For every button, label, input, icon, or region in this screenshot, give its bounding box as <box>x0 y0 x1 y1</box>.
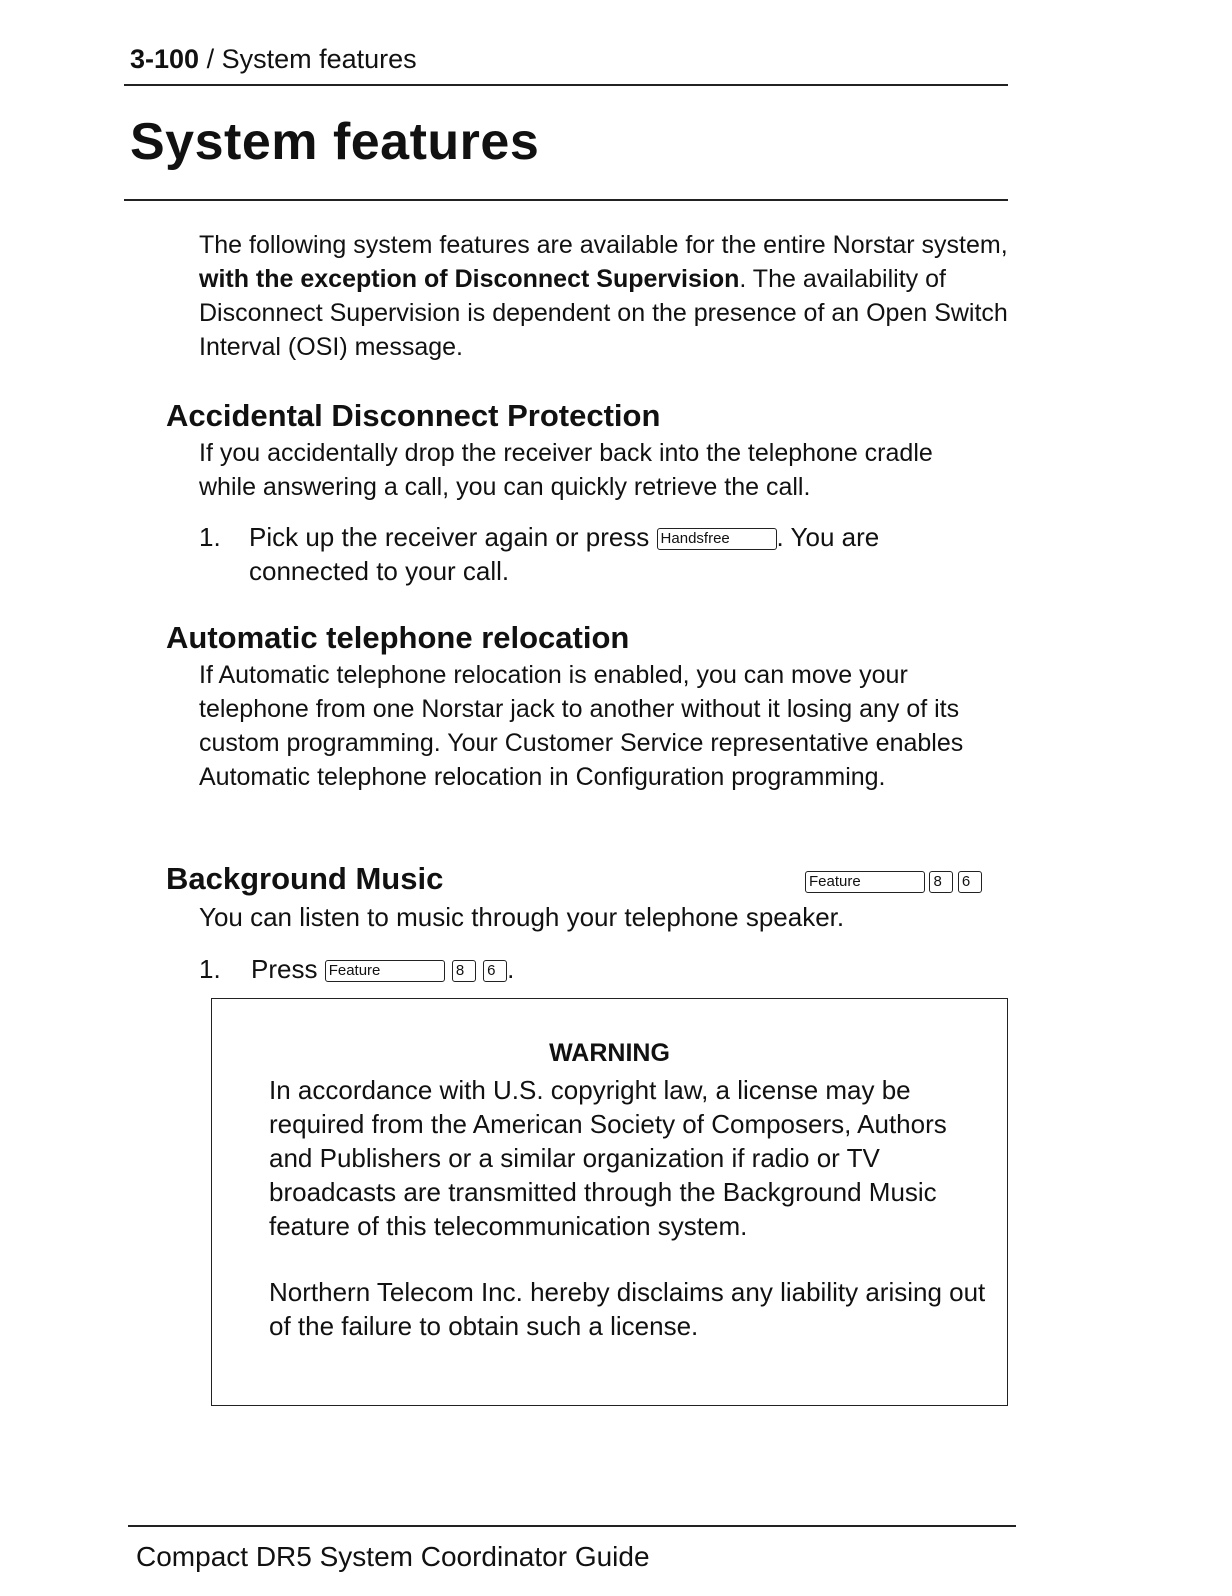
step-text: Press <box>251 954 325 984</box>
footer-text: Compact DR5 System Coordinator Guide <box>136 1541 650 1572</box>
automatic-relocation-body: If Automatic telephone relocation is enabled, you can move your telephone from one Norstar jack to another without it losing any of its custom programming. Your Customer Service representative enables Automatic telephone relocation in Configuration programming. <box>199 661 964 791</box>
accidental-disconnect-step <box>199 520 959 588</box>
background-music-step <box>199 952 959 986</box>
key-6: 6 <box>483 960 507 982</box>
heading-accidental-disconnect: Accidental Disconnect Protection <box>166 398 661 433</box>
page-title: System features <box>130 113 540 171</box>
intro-text: The following system features are available for the entire Norstar system, <box>199 231 1008 259</box>
warning-paragraph-2: Northern Telecom Inc. hereby disclaims any liability arising out of the failure to obtain such a license. <box>269 1277 986 1341</box>
step-text-end: . <box>507 954 515 984</box>
intro-text-end: . The availability of Disconnect Supervision is dependent on the presence of an Open Switch Interval (OSI) message. <box>199 265 1008 361</box>
key-8: 8 <box>452 960 476 982</box>
key-6: 6 <box>958 871 982 893</box>
footer-rule <box>128 1525 1016 1527</box>
warning-text <box>269 1073 989 1343</box>
warning-title: WARNING <box>549 1039 670 1067</box>
step-text-end: . You are connected to your call. <box>249 522 880 586</box>
step-text: Pick up the receiver again or press <box>249 522 657 552</box>
feature-key: Feature <box>325 960 445 982</box>
step-number: 1. <box>199 522 221 552</box>
heading-background-music: Background Music <box>166 861 444 896</box>
running-header-section: / System features <box>199 44 417 74</box>
intro-bold-text: with the exception of Disconnect Supervision <box>199 265 740 293</box>
header-rule <box>124 84 1008 86</box>
accidental-disconnect-body: If you accidentally drop the receiver back into the telephone cradle while answering a call, you can quickly retrieve the call. <box>199 439 933 501</box>
step-number: 1. <box>199 954 221 984</box>
key-8: 8 <box>929 871 953 893</box>
warning-box <box>211 998 1008 1406</box>
handsfree-key: Handsfree <box>657 528 777 550</box>
warning-paragraph-1: In accordance with U.S. copyright law, a license may be required from the American Society of Composers, Authors and Publishers or a similar organization if radio or TV broadcasts are transmitted through the Background Music feature of this telecommunication system. <box>269 1075 947 1241</box>
heading-automatic-relocation: Automatic telephone relocation <box>166 620 630 655</box>
intro-paragraph <box>199 228 1009 364</box>
background-music-body: You can listen to music through your telephone speaker. <box>199 902 845 932</box>
page-number: 3-100 <box>130 44 200 74</box>
title-rule <box>124 199 1008 201</box>
running-header <box>130 44 417 75</box>
feature-key: Feature <box>805 871 925 893</box>
background-music-keys <box>805 871 982 893</box>
